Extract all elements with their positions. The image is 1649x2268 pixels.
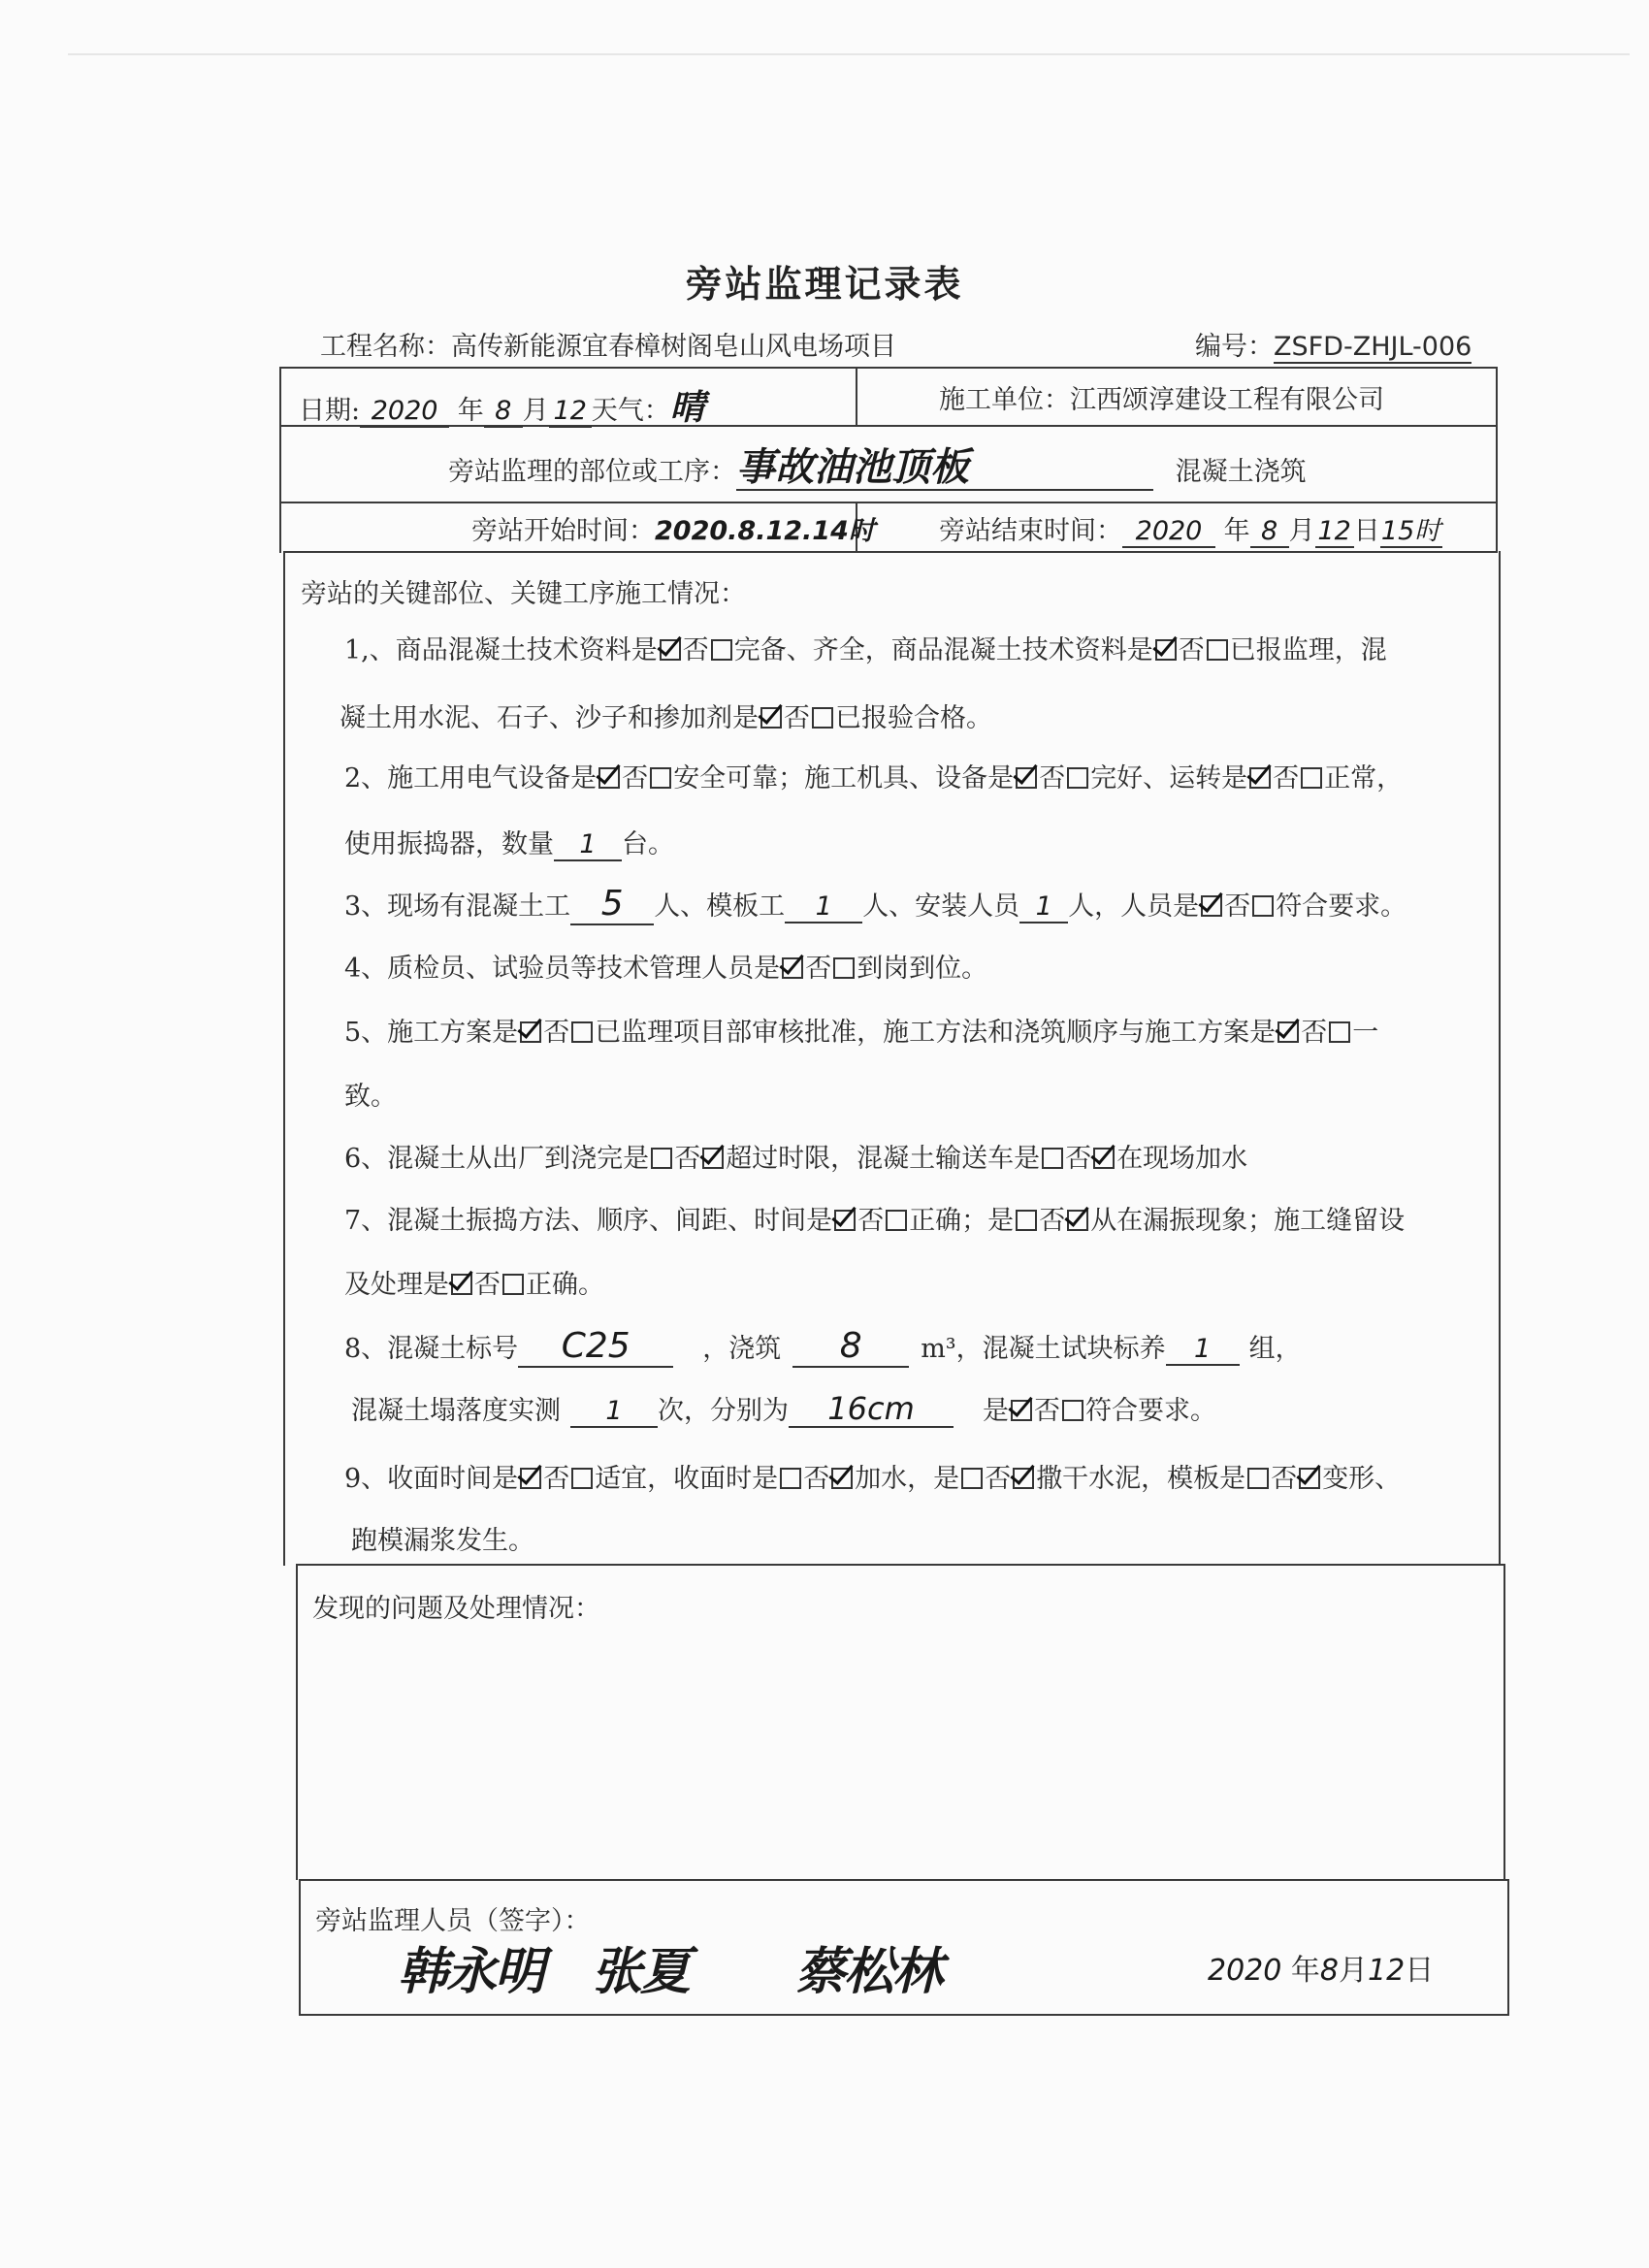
checkbox[interactable] — [1207, 639, 1228, 661]
item-text: 一 — [1352, 1018, 1379, 1048]
checkbox[interactable] — [502, 1274, 524, 1295]
item-text: 3、现场有混凝土工 — [344, 891, 571, 922]
checkbox[interactable] — [961, 1468, 983, 1489]
installers: 1 — [1019, 892, 1068, 923]
item-text: 否 — [1301, 1018, 1328, 1048]
number-line — [1195, 325, 1471, 364]
table-left-border — [279, 367, 281, 553]
checkbox[interactable] — [650, 767, 671, 789]
item-text: 否 — [985, 1464, 1012, 1494]
contractor-value: 江西颂淳建设工程有限公司 — [1070, 385, 1384, 415]
item-text: 从在漏振现象；施工缝留设 — [1090, 1206, 1406, 1236]
problems-label: 发现的问题及处理情况： — [312, 1594, 600, 1624]
item-text: 否 — [805, 954, 832, 984]
item-text: m³，混凝土试块标养 — [921, 1334, 1166, 1364]
weather-value: 晴 — [669, 388, 705, 428]
item-text: 超过时限，混凝土输送车是 — [726, 1144, 1041, 1174]
item-text: 1,、商品混凝土技术资料是 — [344, 635, 658, 665]
checkbox[interactable] — [1249, 767, 1271, 789]
item-7-line-1 — [344, 1199, 1405, 1237]
form-title: 旁站监理记录表 — [685, 262, 964, 306]
item-9-line-2: 跑模漏浆发生。 — [351, 1526, 534, 1556]
item-5-line-2: 致。 — [344, 1082, 397, 1112]
item-1-line-2 — [340, 697, 992, 734]
item-4 — [344, 947, 987, 985]
item-text: 变形、 — [1322, 1464, 1402, 1494]
item-text: 否 — [1034, 1396, 1060, 1426]
location-label: 旁站监理的部位或工序： — [448, 457, 736, 487]
checkbox[interactable] — [1201, 895, 1222, 917]
date-label: 日期: — [299, 396, 361, 426]
checkbox[interactable] — [1016, 1210, 1037, 1231]
item-text: 完好、运转是 — [1090, 763, 1248, 794]
checkbox[interactable] — [1011, 1400, 1032, 1421]
item-text: 凝土用水泥、石子、沙子和掺加剂是 — [340, 703, 759, 733]
item-text: 否 — [1178, 635, 1205, 665]
item-text: 否 — [857, 1206, 885, 1236]
col-divider — [856, 367, 857, 427]
start-value: 2020.8.12.14时 — [655, 516, 875, 546]
item-text: 否 — [1273, 763, 1300, 794]
checkbox[interactable] — [782, 957, 803, 979]
test-groups: 1 — [1166, 1335, 1240, 1366]
item-text: 到岗到位。 — [857, 954, 988, 984]
item-text: 符合要求。 — [1085, 1396, 1216, 1426]
slump-times: 1 — [570, 1397, 658, 1428]
end-hour: 15时 — [1380, 516, 1441, 546]
item-3 — [344, 885, 1406, 925]
item-text: 否 — [474, 1270, 501, 1300]
sig-month: 8 — [1319, 1954, 1339, 1988]
table-left-border — [296, 1564, 298, 1880]
item-text: 完备、齐全，商品混凝土技术资料是 — [733, 635, 1153, 665]
item-text: 已报监理，混 — [1229, 635, 1387, 665]
item-2-line-1 — [344, 757, 1403, 794]
date-day: 12 — [549, 397, 592, 428]
checkbox[interactable] — [1042, 1148, 1063, 1169]
item-text: 适宜，收面时是 — [595, 1464, 779, 1494]
item-text: 组， — [1248, 1334, 1302, 1364]
item-7-line-2 — [344, 1263, 604, 1301]
item-text: 安全可靠；施工机具、设备是 — [673, 763, 1015, 794]
item-text: 正确；是 — [909, 1206, 1015, 1236]
checkbox[interactable] — [831, 1468, 853, 1489]
start-time-cell — [471, 509, 875, 547]
item-text: 否 — [803, 1464, 830, 1494]
item-text: 否 — [674, 1144, 701, 1174]
checkbox[interactable] — [1067, 1210, 1088, 1231]
end-year: 2020 — [1122, 517, 1215, 548]
item-text: 台。 — [622, 829, 674, 859]
item-text: 否 — [622, 763, 649, 794]
checkbox[interactable] — [571, 1021, 593, 1043]
item-9-line-1 — [344, 1457, 1401, 1495]
checkbox[interactable] — [1277, 1021, 1299, 1043]
item-text: 否 — [543, 1464, 570, 1494]
location-suffix: 混凝土浇筑 — [1175, 457, 1307, 487]
number-label: 编号： — [1195, 332, 1274, 362]
year-char: 年 — [457, 396, 484, 426]
location-value: 事故油池顶板 — [736, 446, 1153, 491]
item-8-line-2 — [351, 1389, 1216, 1428]
concrete-grade: C25 — [518, 1327, 673, 1368]
end-month: 8 — [1250, 517, 1289, 548]
checkbox[interactable] — [520, 1468, 541, 1489]
item-text: 撒干水泥，模板是 — [1036, 1464, 1246, 1494]
item-text: 正常， — [1324, 763, 1404, 794]
table-right-border — [1504, 1564, 1505, 1880]
item-text: 已监理项目部审核批准，施工方法和浇筑顺序与施工方案是 — [595, 1018, 1277, 1048]
sig-year: 2020 — [1208, 1954, 1282, 1988]
item-text: 否 — [1039, 763, 1066, 794]
sig-day: 12 — [1368, 1954, 1406, 1988]
item-text: 已报验合格。 — [835, 703, 992, 733]
month-char: 月 — [522, 396, 549, 426]
project-label: 工程名称： — [320, 332, 451, 362]
item-text: 否 — [1224, 891, 1251, 922]
table-right-border — [1496, 367, 1498, 553]
item-text: 使用振捣器，数量 — [344, 829, 554, 859]
end-time-cell — [939, 509, 1442, 548]
start-label: 旁站开始时间： — [471, 516, 655, 546]
scan-edge — [68, 53, 1630, 55]
checkbox[interactable] — [760, 707, 782, 729]
signature-label: 旁站监理人员（签字）： — [315, 1906, 591, 1936]
row-divider — [283, 551, 1498, 553]
signature-date — [1208, 1946, 1434, 1989]
signature-1: 韩永明 — [398, 1943, 544, 2001]
formwork-workers: 1 — [785, 892, 862, 923]
checkbox[interactable] — [451, 1274, 472, 1295]
item-text: 6、混凝土从出厂到浇完是 — [344, 1144, 650, 1174]
table-right-border — [1507, 1879, 1509, 2016]
row-divider — [281, 502, 1498, 503]
body-heading: 旁站的关键部位、关键工序施工情况： — [301, 579, 746, 609]
table-left-border — [299, 1879, 301, 2016]
end-day-char: 日 — [1353, 516, 1380, 546]
pour-volume: 8 — [792, 1327, 909, 1368]
item-text: 2、施工用电气设备是 — [344, 763, 598, 794]
checkbox[interactable] — [520, 1021, 541, 1043]
date-month: 8 — [484, 397, 523, 428]
concrete-workers: 5 — [570, 885, 654, 925]
checkbox[interactable] — [1247, 1468, 1269, 1489]
signature-2: 张夏 — [592, 1943, 690, 2001]
item-text: 次，分别为 — [658, 1396, 789, 1426]
signature-3: 蔡松林 — [795, 1943, 942, 2001]
checkbox[interactable] — [812, 707, 833, 729]
date-cell — [299, 380, 705, 430]
item-text: 加水，是 — [855, 1464, 960, 1494]
item-text: 5、施工方案是 — [344, 1018, 519, 1048]
item-text: 4、质检员、试验员等技术管理人员是 — [344, 954, 781, 984]
end-day: 12 — [1315, 517, 1354, 548]
date-year: 2020 — [360, 397, 449, 428]
item-8-line-1 — [344, 1327, 1302, 1368]
item-text: 是 — [983, 1396, 1009, 1426]
sig-day-char: 日 — [1405, 1954, 1435, 1988]
checkbox[interactable] — [780, 1468, 801, 1489]
item-text: 否 — [784, 703, 810, 733]
item-text: ，浇筑 — [702, 1334, 782, 1364]
checkbox[interactable] — [1155, 639, 1177, 661]
contractor-cell — [939, 378, 1384, 416]
item-text: 在现场加水 — [1116, 1144, 1248, 1174]
checkbox[interactable] — [1016, 767, 1037, 789]
item-5-line-1 — [344, 1011, 1378, 1049]
location-cell — [448, 446, 1307, 491]
table-top-border — [279, 367, 1498, 369]
checkbox[interactable] — [651, 1148, 672, 1169]
checkbox[interactable] — [571, 1468, 593, 1489]
item-text: 否 — [1271, 1464, 1298, 1494]
contractor-label: 施工单位： — [939, 385, 1070, 415]
sig-month-char: 月 — [1339, 1954, 1368, 1988]
item-text: 人，人员是 — [1068, 891, 1200, 922]
end-year-char: 年 — [1223, 516, 1250, 546]
item-text: 否 — [1039, 1206, 1066, 1236]
item-text: 否 — [543, 1018, 570, 1048]
checkbox[interactable] — [1252, 895, 1274, 917]
table-bottom-border — [301, 2014, 1509, 2016]
checkbox[interactable] — [834, 1210, 856, 1231]
item-text: 符合要求。 — [1276, 891, 1407, 922]
weather-label: 天气： — [591, 396, 670, 426]
project-name: 高传新能源宜春樟树阁皂山风电场项目 — [451, 332, 896, 362]
checkbox[interactable] — [702, 1148, 724, 1169]
sig-year-char: 年 — [1290, 1954, 1320, 1988]
checkbox[interactable] — [1301, 767, 1322, 789]
item-1-line-1 — [344, 629, 1387, 666]
number-value: ZSFD-ZHJL-006 — [1274, 332, 1472, 362]
checkbox[interactable] — [1013, 1468, 1034, 1489]
checkbox[interactable] — [1093, 1148, 1115, 1169]
row-divider — [296, 1564, 1505, 1566]
checkbox[interactable] — [660, 639, 681, 661]
checkbox[interactable] — [1329, 1021, 1350, 1043]
item-text: 9、收面时间是 — [344, 1464, 519, 1494]
item-text: 7、混凝土振捣方法、顺序、间距、时间是 — [344, 1206, 833, 1236]
table-right-border — [1499, 551, 1501, 1566]
checkbox[interactable] — [886, 1210, 907, 1231]
project-line — [320, 325, 896, 363]
item-text: 否 — [682, 635, 709, 665]
item-text: 人、模板工 — [654, 891, 786, 922]
row-divider — [299, 1879, 1507, 1881]
vibrator-qty: 1 — [554, 830, 622, 861]
slump-value: 16cm — [789, 1392, 954, 1428]
checkbox[interactable] — [711, 639, 732, 661]
item-text: 正确。 — [526, 1270, 604, 1300]
item-text: 及处理是 — [344, 1270, 449, 1300]
checkbox[interactable] — [598, 767, 620, 789]
checkbox[interactable] — [1299, 1468, 1320, 1489]
checkbox[interactable] — [833, 957, 855, 979]
checkbox[interactable] — [1067, 767, 1088, 789]
item-text: 人、安装人员 — [862, 891, 1020, 922]
end-month-char: 月 — [1288, 516, 1315, 546]
table-left-border — [283, 551, 285, 1566]
checkbox[interactable] — [1062, 1400, 1083, 1421]
end-label: 旁站结束时间： — [939, 516, 1122, 546]
item-text: 否 — [1065, 1144, 1092, 1174]
item-2-line-2 — [344, 823, 674, 861]
item-text: 混凝土塌落度实测 — [351, 1396, 561, 1426]
item-6 — [344, 1137, 1247, 1175]
item-text: 8、混凝土标号 — [344, 1334, 519, 1364]
